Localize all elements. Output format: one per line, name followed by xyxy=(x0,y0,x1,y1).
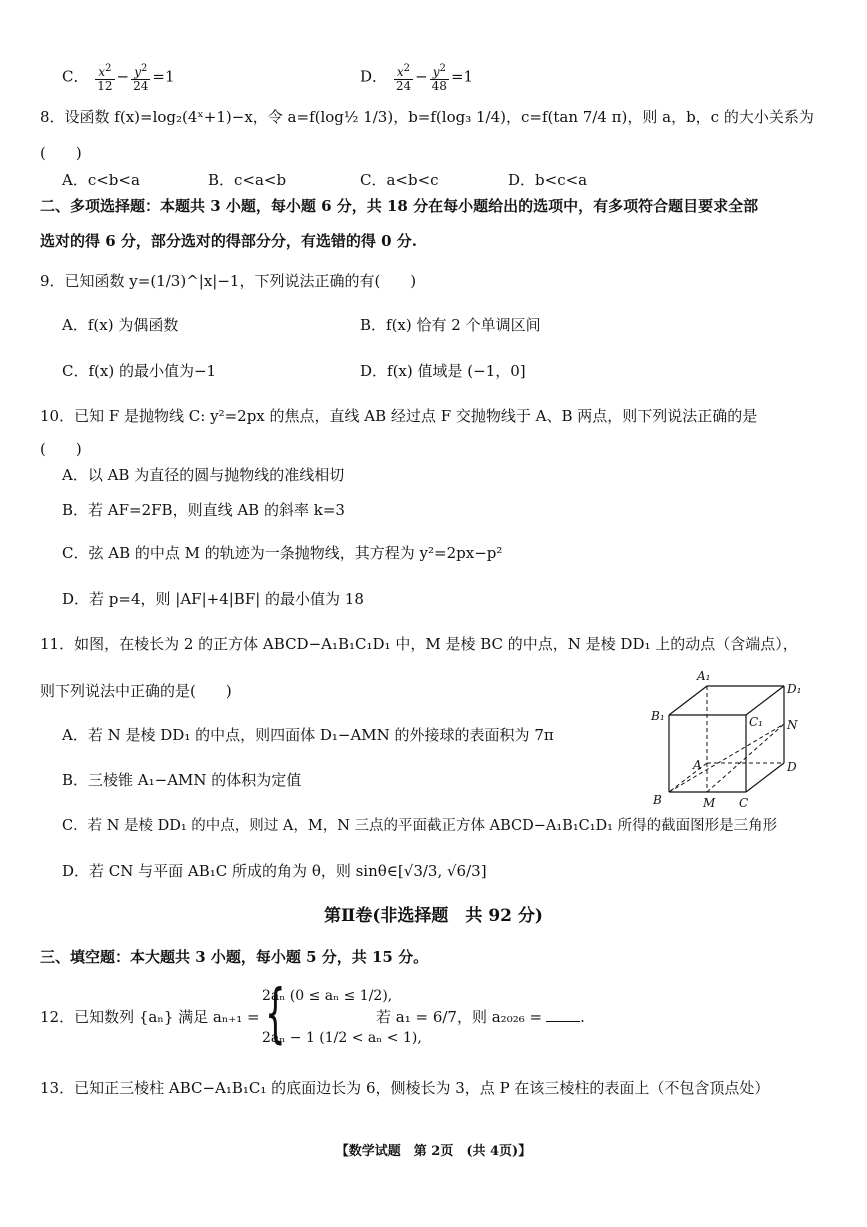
label-n: N xyxy=(787,718,798,732)
q12-case2: 2aₙ − 1 (1/2 < aₙ < 1), xyxy=(262,1030,422,1046)
q11-stem-line1: 11．如图，在棱长为 2 的正方体 ABCD−A₁B₁C₁D₁ 中，M 是棱 BC 的中点，N 是棱 DD₁ 上的动点（含端点）， xyxy=(40,635,798,653)
q11-option-d: D．若 CN 与平面 AB₁C 所成的角为 θ，则 sinθ∈[√3/3, √6/3] xyxy=(62,862,487,880)
q7-option-d-label: D． xyxy=(360,67,388,86)
label-d: D xyxy=(787,760,797,774)
q12-brace: { xyxy=(265,977,286,1051)
q12-case1: 2aₙ (0 ≤ aₙ ≤ 1/2), xyxy=(262,988,393,1004)
label-d1: D₁ xyxy=(787,682,802,696)
q7-option-d: D． $\frac{x^2}{24}$ − $\frac{y^2}{48}$ =1 xyxy=(360,63,474,93)
q11-option-c: C．若 N 是棱 DD₁ 的中点，则过 A，M，N 三点的平面截正方体 ABCD−A₁B₁C₁D₁ 所得的截面图形是三角形 xyxy=(62,818,778,834)
label-a: A xyxy=(693,758,702,772)
q9-stem: 9．已知函数 y=(1/3)^|x|−1，下列说法正确的有( ) xyxy=(40,272,417,290)
label-b1: B₁ xyxy=(651,709,665,723)
q9-option-a: A．f(x) 为偶函数 xyxy=(62,316,179,334)
q10-option-b: B．若 AF=2FB，则直线 AB 的斜率 k=3 xyxy=(62,501,345,519)
edge-d1-c1 xyxy=(746,686,784,715)
q7-option-c: C． $\frac{x^2}{12}$ − $\frac{y^2}{24}$ =1 xyxy=(62,63,175,93)
section3-heading: 三、填空题：本大题共 3 小题，每小题 5 分，共 15 分。 xyxy=(40,948,429,966)
label-m: M xyxy=(703,796,716,810)
section2-heading-line2: 选对的得 6 分，部分选对的得部分分，有选错的得 0 分. xyxy=(40,232,417,250)
q10-paren: ( ) xyxy=(40,440,82,458)
q12-prefix: 12．已知数列 {aₙ} 满足 aₙ₊₁ = xyxy=(40,1008,260,1026)
section2-heading-line1: 二、多项选择题：本题共 3 小题，每小题 6 分，共 18 分在每小题给出的选项中，有多项符合题目要求全部 xyxy=(40,197,759,215)
q11-stem-line2: 则下列说法中正确的是( ) xyxy=(40,682,232,700)
q7-option-c-label: C． xyxy=(62,67,89,86)
q12-suffix: 若 a₁ = 6/7，则 a₂₀₂₆ = . xyxy=(376,1008,585,1026)
label-c1: C₁ xyxy=(749,715,763,729)
label-b: B xyxy=(653,793,662,807)
edge-d-c xyxy=(746,763,784,792)
cube-figure xyxy=(645,665,820,815)
q10-option-a: A．以 AB 为直径的圆与抛物线的准线相切 xyxy=(62,466,345,484)
label-c: C xyxy=(739,796,749,810)
q11-option-b: B．三棱锥 A₁−AMN 的体积为定值 xyxy=(62,771,302,789)
q10-option-d: D．若 p=4，则 |AF|+4|BF| 的最小值为 18 xyxy=(62,590,364,608)
q8-option-c: C．a<b<c xyxy=(360,171,439,189)
label-a1: A₁ xyxy=(697,669,711,683)
q10-stem: 10．已知 F 是抛物线 C: y²=2px 的焦点，直线 AB 经过点 F 交抛物线于 A、B 两点，则下列说法正确的是 xyxy=(40,407,758,425)
q8-paren: ( ) xyxy=(40,144,82,162)
q8-option-a: A．c<b<a xyxy=(62,171,140,189)
q10-option-c: C．弦 AB 的中点 M 的轨迹为一条抛物线，其方程为 y²=2px−p² xyxy=(62,544,503,562)
hidden-segment-b-n xyxy=(669,724,784,792)
edge-b1-a1 xyxy=(669,686,707,715)
q12-suffix-text: 若 a₁ = 6/7，则 a₂₀₂₆ = xyxy=(376,1008,543,1026)
q11-option-a: A．若 N 是棱 DD₁ 的中点，则四面体 D₁−AMN 的外接球的表面积为 7π xyxy=(62,726,554,744)
part2-title: 第Ⅱ卷(非选择题 共 92 分) xyxy=(324,906,543,926)
q9-option-b: B．f(x) 恰有 2 个单调区间 xyxy=(360,316,541,334)
q9-option-d: D．f(x) 值域是 (−1，0] xyxy=(360,362,526,380)
q8-stem: 8．设函数 f(x)=log₂(4ˣ+1)−x，令 a=f(log½ 1/3)，b=f(log₃ 1/4)，c=f(tan 7/4 π)，则 a，b，c 的大小关系为 xyxy=(40,108,814,126)
q12-answer-blank[interactable] xyxy=(546,1021,580,1022)
q8-option-d: D．b<c<a xyxy=(508,171,588,189)
q13-stem: 13．已知正三棱柱 ABC−A₁B₁C₁ 的底面边长为 6，侧棱长为 3，点 P 在该三棱柱的表面上（不包含顶点处） xyxy=(40,1079,770,1097)
q8-option-b: B．c<a<b xyxy=(208,171,287,189)
q9-option-c: C．f(x) 的最小值为−1 xyxy=(62,362,217,380)
page-footer: 【数学试题 第 2页 (共 4页)】 xyxy=(335,1144,532,1159)
